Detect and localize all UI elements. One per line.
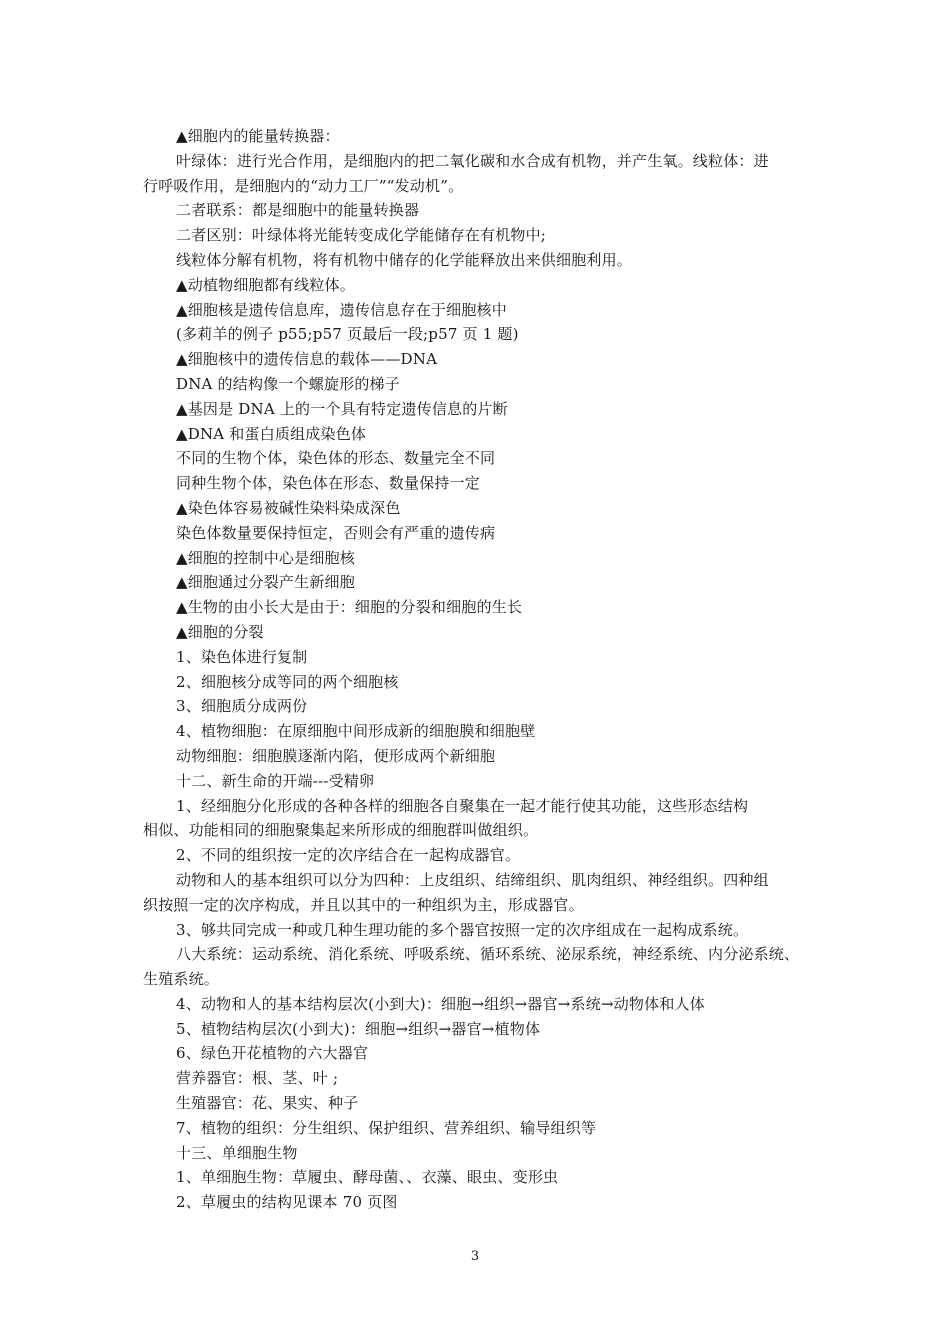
text-line: ▲细胞通过分裂产生新细胞: [176, 573, 355, 592]
text-line: 相似、功能相同的细胞聚集起来所形成的细胞群叫做组织。: [143, 821, 539, 840]
text-line: 二者联系：都是细胞中的能量转换器: [176, 201, 420, 220]
text-line: 织按照一定的次序构成，并且以其中的一种组织为主，形成器官。: [143, 895, 584, 914]
text-line: ▲染色体容易被碱性染料染成深色: [176, 498, 401, 517]
text-line: ▲DNA 和蛋白质组成染色体: [176, 424, 367, 443]
text-line: 1、单细胞生物：草履虫、酵母菌、、衣藻、眼虫、变形虫: [176, 1168, 559, 1187]
text-line: DNA 的结构像一个螺旋形的梯子: [176, 374, 400, 393]
text-line: 4、植物细胞：在原细胞中间形成新的细胞膜和细胞壁: [176, 722, 536, 741]
text-line: 动物细胞：细胞膜逐渐内陷，便形成两个新细胞: [176, 746, 496, 765]
text-line: 营养器官：根、茎、叶 ;: [176, 1069, 339, 1088]
text-line: ▲细胞的控制中心是细胞核: [176, 548, 355, 567]
text-line: ▲生物的由小长大是由于：细胞的分裂和细胞的生长: [176, 598, 523, 617]
text-line: ▲动植物细胞都有线粒体。: [176, 275, 355, 294]
text-line: 叶绿体：进行光合作用，是细胞内的把二氧化碳和水合成有机物，并产生氧。线粒体：进: [176, 151, 769, 170]
text-line: 行呼吸作用，是细胞内的“动力工厂”“发动机”。: [143, 176, 464, 195]
text-line: 2、草履虫的结构见课本 70 页图: [176, 1193, 398, 1212]
text-line: 十二、新生命的开端---受精卵: [176, 771, 375, 790]
document-body: [143, 124, 818, 1215]
text-line: 十三、单细胞生物: [176, 1143, 298, 1162]
text-line: 7、植物的组织：分生组织、保护组织、营养组织、输导组织等: [176, 1118, 597, 1137]
text-line: ▲细胞核是遗传信息库，遗传信息存在于细胞核中: [176, 300, 507, 319]
text-line: 6、绿色开花植物的六大器官: [176, 1044, 369, 1063]
text-line: 二者区别：叶绿体将光能转变成化学能储存在有机物中;: [176, 226, 547, 245]
text-line: 1、经细胞分化形成的各种各样的细胞各自聚集在一起才能行使其功能，这些形态结构: [176, 796, 749, 815]
page-number: 3: [470, 1249, 480, 1264]
text-line: 2、不同的组织按一定的次序结合在一起构成器官。: [176, 846, 521, 865]
text-line: 5、植物结构层次(小到大)：细胞→组织→器官→植物体: [176, 1019, 541, 1038]
text-line: 八大系统：运动系统、消化系统、呼吸系统、循环系统、泌尿系统，神经系统、内分泌系统、: [176, 945, 800, 964]
text-line: 染色体数量要保持恒定，否则会有严重的遗传病: [176, 523, 496, 542]
text-line: 4、动物和人的基本结构层次(小到大)：细胞→组织→器官→系统→动物体和人体: [176, 994, 705, 1013]
text-line: 2、细胞核分成等同的两个细胞核: [176, 672, 399, 691]
text-line: (多莉羊的例子 p55;p57 页最后一段;p57 页 1 题): [176, 325, 519, 344]
text-line: 生殖系统。: [143, 970, 220, 989]
text-line: 3、够共同完成一种或几种生理功能的多个器官按照一定的次序组成在一起构成系统。: [176, 920, 749, 939]
text-line: 3、细胞质分成两份: [176, 697, 308, 716]
text-line: ▲基因是 DNA 上的一个具有特定遗传信息的片断: [176, 399, 508, 418]
text-line: 动物和人的基本组织可以分为四种：上皮组织、结缔组织、肌肉组织、神经组织。四种组: [176, 870, 769, 889]
text-line: 同种生物个体，染色体在形态、数量保持一定: [176, 474, 481, 493]
text-line: ▲细胞核中的遗传信息的载体——DNA: [176, 350, 438, 369]
text-line: 线粒体分解有机物，将有机物中储存的化学能释放出来供细胞利用。: [176, 250, 633, 269]
text-line: 1、染色体进行复制: [176, 647, 308, 666]
text-line: ▲细胞的分裂: [176, 622, 264, 641]
text-line: 不同的生物个体，染色体的形态、数量完全不同: [176, 449, 496, 468]
text-line: ▲细胞内的能量转换器：: [176, 127, 340, 145]
text-line: 生殖器官：花、果实、种子: [176, 1094, 359, 1113]
